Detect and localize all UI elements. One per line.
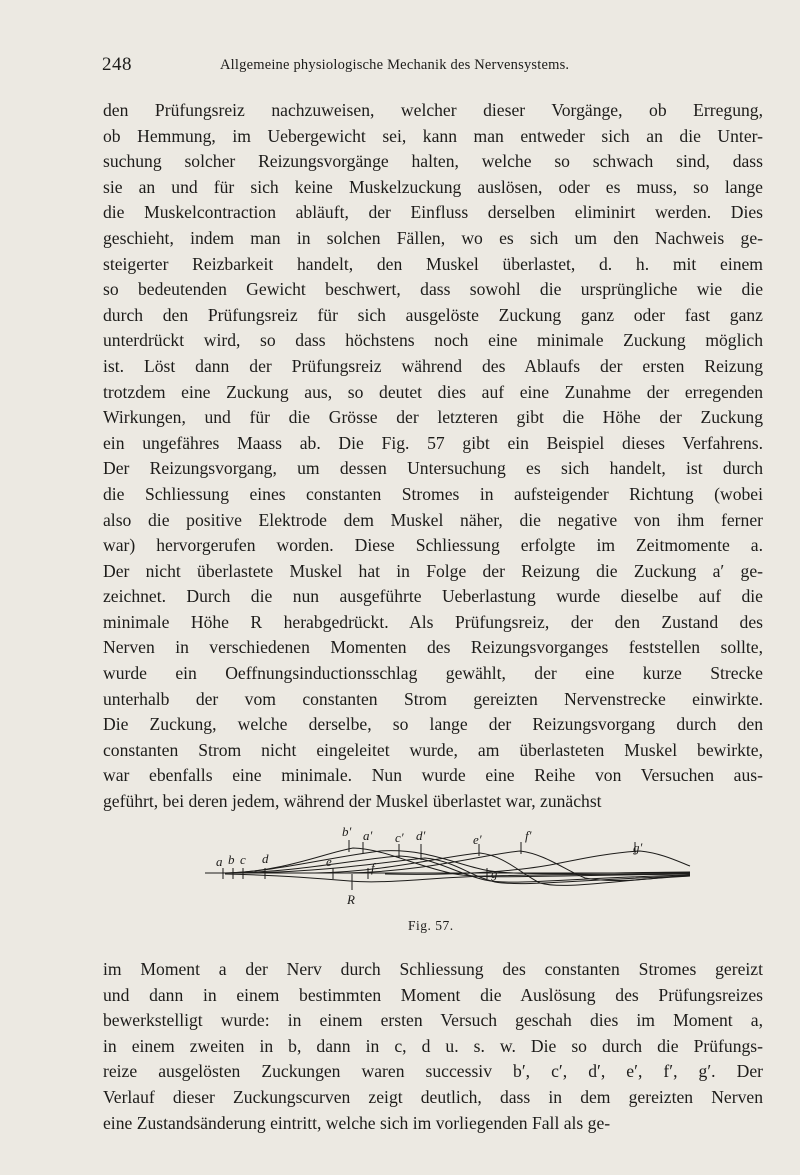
text-line: in einem zweiten in b, dann in c, d u. s. w. Die so durch die Prüfungs- (103, 1035, 763, 1056)
label-a-prime: a′ (363, 828, 373, 843)
text-line: sie an und für sich keine Muskelzuckung auslösen, oder es muss, so lange (103, 176, 763, 197)
text-line: ob Hemmung, im Uebergewicht sei, kann man entweder sich an die Unter- (103, 125, 763, 146)
text-line: Der Reizungsvorgang, um dessen Untersuchung es sich handelt, ist durch (103, 458, 763, 479)
body-text-lower (103, 957, 763, 1136)
text-line: im Moment a der Nerv durch Schliessung des constanten Stromes gereizt (103, 959, 763, 979)
label-a: a (216, 854, 223, 869)
text-line: die Muskelcontraction abläuft, der Einfluss derselben eliminirt werden. Dies (103, 202, 763, 223)
label-g: g (491, 866, 498, 881)
text-line: ist. Löst dann der Prüfungsreiz während des Ablaufs der ersten Reizung (103, 355, 763, 376)
text-line: unterdrückt wird, so dass höchstens noch eine minimale Zuckung möglich (103, 330, 763, 351)
label-c: c (240, 852, 246, 867)
text-line: trotzdem eine Zuckung aus, so deutet dies auf eine Zunahme der erregenden (103, 381, 763, 402)
text-line: und dann in einem bestimmten Moment die Auslösung des Prüfungsreizes (103, 984, 763, 1005)
text-line: bewerkstelligt wurde: in einem ersten Versuch geschah dies im Moment a, (103, 1010, 763, 1031)
label-e-prime: e′ (473, 832, 482, 847)
label-c-prime: c′ (395, 830, 404, 845)
label-f-prime: f′ (525, 828, 532, 843)
text-line: Wirkungen, und für die Grösse der letzteren gibt die Höhe der Zuckung (103, 407, 763, 428)
page-header (102, 54, 762, 80)
label-d-prime: d′ (416, 828, 426, 843)
text-line: wurde ein Oeffnungsinductionsschlag gewählt, der eine kurze Strecke (103, 663, 763, 684)
text-line: constanten Strom nicht eingeleitet wurde, am überlasteten Muskel bewirkte, (103, 739, 763, 760)
label-e: e (326, 854, 332, 869)
curve-a-prime (223, 851, 690, 874)
text-line: Die Zuckung, welche derselbe, so lange der Reizungsvorgang durch den (103, 714, 763, 735)
text-line: geführt, bei deren jedem, während der Muskel überlastet war, zunächst (103, 791, 602, 812)
text-line: reize ausgelösten Zuckungen waren successiv b′, c′, d′, e′, f′, g′. Der (103, 1061, 763, 1082)
label-g-prime: g′ (633, 840, 643, 855)
text-line: eine Zustandsänderung eintritt, welche sich im vorliegenden Fall als ge- (103, 1112, 611, 1133)
figure-caption: Fig. 57. (408, 918, 454, 933)
text-line: Verlauf dieser Zuckungscurven zeigt deutlich, dass in dem gereizten Nerven (103, 1086, 763, 1107)
text-line: zeichnet. Durch die nun ausgeführte Ueberlastung wurde dieselbe auf die (103, 586, 763, 607)
twitch-curves-diagram (185, 818, 705, 918)
label-b: b (228, 852, 235, 867)
curve-d-prime (243, 858, 690, 884)
text-line: Der nicht überlastete Muskel hat in Folge der Reizung die Zuckung a′ ge- (103, 560, 763, 581)
text-line: den Prüfungsreiz nachzuweisen, welcher dieser Vorgänge, ob Erregung, (103, 100, 763, 120)
text-line: die Schliessung eines constanten Stromes in aufsteigender Richtung (wobei (103, 483, 763, 504)
label-b-prime: b′ (342, 824, 352, 839)
text-line: so bedeutenden Gewicht beschwert, dass sowohl die ursprüngliche wie die (103, 279, 763, 300)
label-d: d (262, 851, 269, 866)
label-R: R (347, 892, 355, 907)
figure-57 (185, 818, 705, 918)
text-line: war) hervorgerufen worden. Diese Schliessung erfolgte im Zeitmomente a. (103, 535, 763, 556)
running-title: Allgemeine physiologische Mechanik des Nervensystems. (220, 57, 570, 73)
text-line: steigerter Reizbarkeit handelt, den Muskel überlastet, d. h. mit einem (103, 253, 763, 274)
text-line: suchung solcher Reizungsvorgänge halten, welche so schwach sind, dass (103, 151, 763, 172)
page-number: 248 (102, 54, 132, 75)
body-text-upper (103, 98, 763, 815)
text-line: Nerven in verschiedenen Momenten des Reizungsvorganges feststellen sollte, (103, 637, 763, 658)
text-line: geschieht, indem man in solchen Fällen, wo es sich um den Nachweis ge- (103, 227, 763, 248)
text-line: war ebenfalls eine minimale. Nun wurde eine Reihe von Versuchen aus- (103, 765, 763, 786)
text-line: also die positive Elektrode dem Muskel näher, die negative von ihm ferner (103, 509, 763, 530)
label-f: f (371, 860, 375, 875)
text-line: ein ungefähres Maass ab. Die Fig. 57 gibt ein Beispiel dieses Verfahrens. (103, 432, 763, 453)
text-line: durch den Prüfungsreiz für sich ausgelöste Zuckung ganz oder fast ganz (103, 304, 763, 325)
text-line: unterhalb der vom constanten Strom gereizten Nervenstrecke einwirkte. (103, 688, 763, 709)
curve-g-prime (385, 851, 690, 874)
text-line: minimale Höhe R herabgedrückt. Als Prüfungsreiz, der den Zustand des (103, 611, 763, 632)
